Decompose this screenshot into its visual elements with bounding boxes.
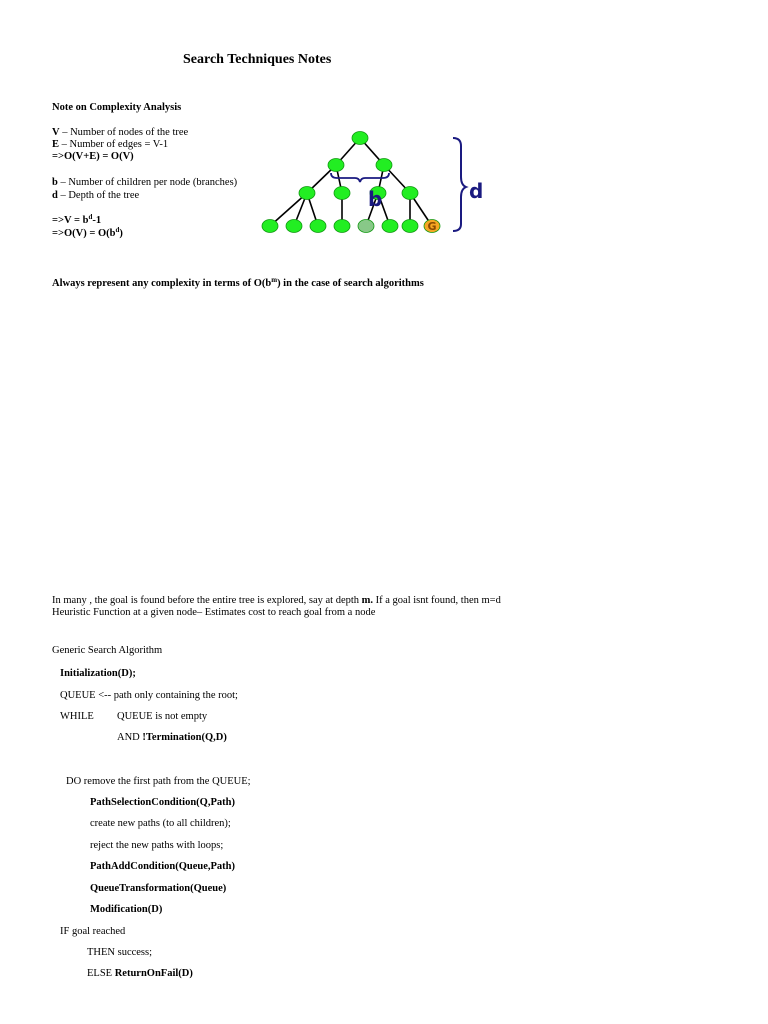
- tree-node: [382, 220, 398, 233]
- def-ove: =>O(V+E) = O(V): [52, 151, 134, 162]
- def-e-text: – Number of edges = V-1: [59, 139, 169, 150]
- algo-queue: QUEUE <-- path only containing the root;: [60, 690, 238, 701]
- def-v: [52, 127, 188, 140]
- goal-label: G: [427, 220, 437, 233]
- label-b: b: [368, 187, 383, 211]
- tree-node: [402, 220, 418, 233]
- algo-else-line: [87, 968, 193, 979]
- algo-if: IF goal reached: [60, 926, 126, 937]
- note-sup: m: [271, 276, 278, 284]
- tree-node: [286, 220, 302, 233]
- tree-node: [358, 220, 374, 233]
- def-b-text: – Number of children per node (branches): [57, 177, 238, 188]
- page-title: Search Techniques Notes: [183, 52, 332, 67]
- def-d: [52, 190, 139, 203]
- tree-node: [352, 132, 368, 145]
- tree-node: [310, 220, 326, 233]
- ov-sup: d: [115, 226, 120, 234]
- def-e-term: E: [52, 139, 60, 150]
- algo-step-path-selection: PathSelectionCondition(Q,Path): [90, 797, 235, 808]
- def-b-term: b: [52, 177, 58, 188]
- algo-else-keyword: ELSE: [87, 968, 115, 979]
- algo-do: DO remove the first path from the QUEUE;: [66, 776, 251, 787]
- algo-return-on-fail: ReturnOnFail(D): [114, 968, 193, 979]
- tree-node: [334, 220, 350, 233]
- tree-node: [262, 220, 278, 233]
- tree-node: [328, 159, 344, 172]
- tree-node: [376, 159, 392, 172]
- algo-and-keyword: AND: [117, 732, 143, 743]
- algo-step-queue-transform: QueueTransformation(Queue): [90, 883, 227, 894]
- tree-diagram: [255, 125, 490, 240]
- note-prefix: Always represent any complexity in terms of O(b: [52, 278, 272, 289]
- algo-while-condition: QUEUE is not empty: [117, 711, 208, 722]
- def-v-text: – Number of nodes of the tree: [59, 127, 189, 138]
- label-d: d: [469, 179, 484, 203]
- tree-node: [402, 187, 418, 200]
- paragraph-depth: [52, 595, 501, 608]
- algo-while-keyword: WHILE: [60, 711, 94, 722]
- def-d-text: – Depth of the tree: [57, 190, 140, 201]
- v-eq-suffix: -1: [92, 215, 102, 226]
- brace-d: [453, 138, 466, 231]
- algo-and-line: [117, 732, 227, 743]
- para1-m: m.: [361, 595, 374, 606]
- def-b: [52, 177, 237, 190]
- tree-node: [334, 187, 350, 200]
- tree-node: [299, 187, 315, 200]
- def-v-equation: [52, 215, 101, 228]
- algo-then: THEN success;: [87, 947, 153, 958]
- complexity-note: [52, 278, 424, 289]
- algo-step-modification: Modification(D): [90, 904, 163, 915]
- note-suffix: ) in the case of search algorithms: [277, 278, 424, 289]
- def-ov-equation: [52, 228, 123, 241]
- para1-a: In many , the goal is found before the entire tree is explored, say at depth: [52, 595, 362, 606]
- ov-prefix: =>O(V) = O(b: [52, 228, 116, 239]
- ov-suffix: ): [119, 228, 123, 239]
- def-d-term: d: [52, 190, 58, 201]
- tree-edges: [270, 138, 432, 226]
- algo-termination: !Termination(Q,D): [142, 732, 227, 743]
- v-eq-prefix: =>V = b: [52, 215, 89, 226]
- algo-init: Initialization(D);: [60, 668, 136, 679]
- algo-step-reject-loops: reject the new paths with loops;: [90, 840, 224, 851]
- algo-step-path-add: PathAddCondition(Queue,Path): [90, 861, 235, 872]
- def-e: [52, 139, 168, 152]
- paragraph-heuristic: Heuristic Function at a given node– Estimates cost to reach goal from a node: [52, 607, 376, 618]
- section-heading: Note on Complexity Analysis: [52, 102, 182, 113]
- algorithm-title: Generic Search Algorithm: [52, 645, 163, 656]
- def-v-term: V: [52, 127, 60, 138]
- algo-step-create-paths: create new paths (to all children);: [90, 818, 231, 829]
- v-eq-sup: d: [88, 213, 93, 221]
- para1-c: If a goal isnt found, then m=d: [373, 595, 501, 606]
